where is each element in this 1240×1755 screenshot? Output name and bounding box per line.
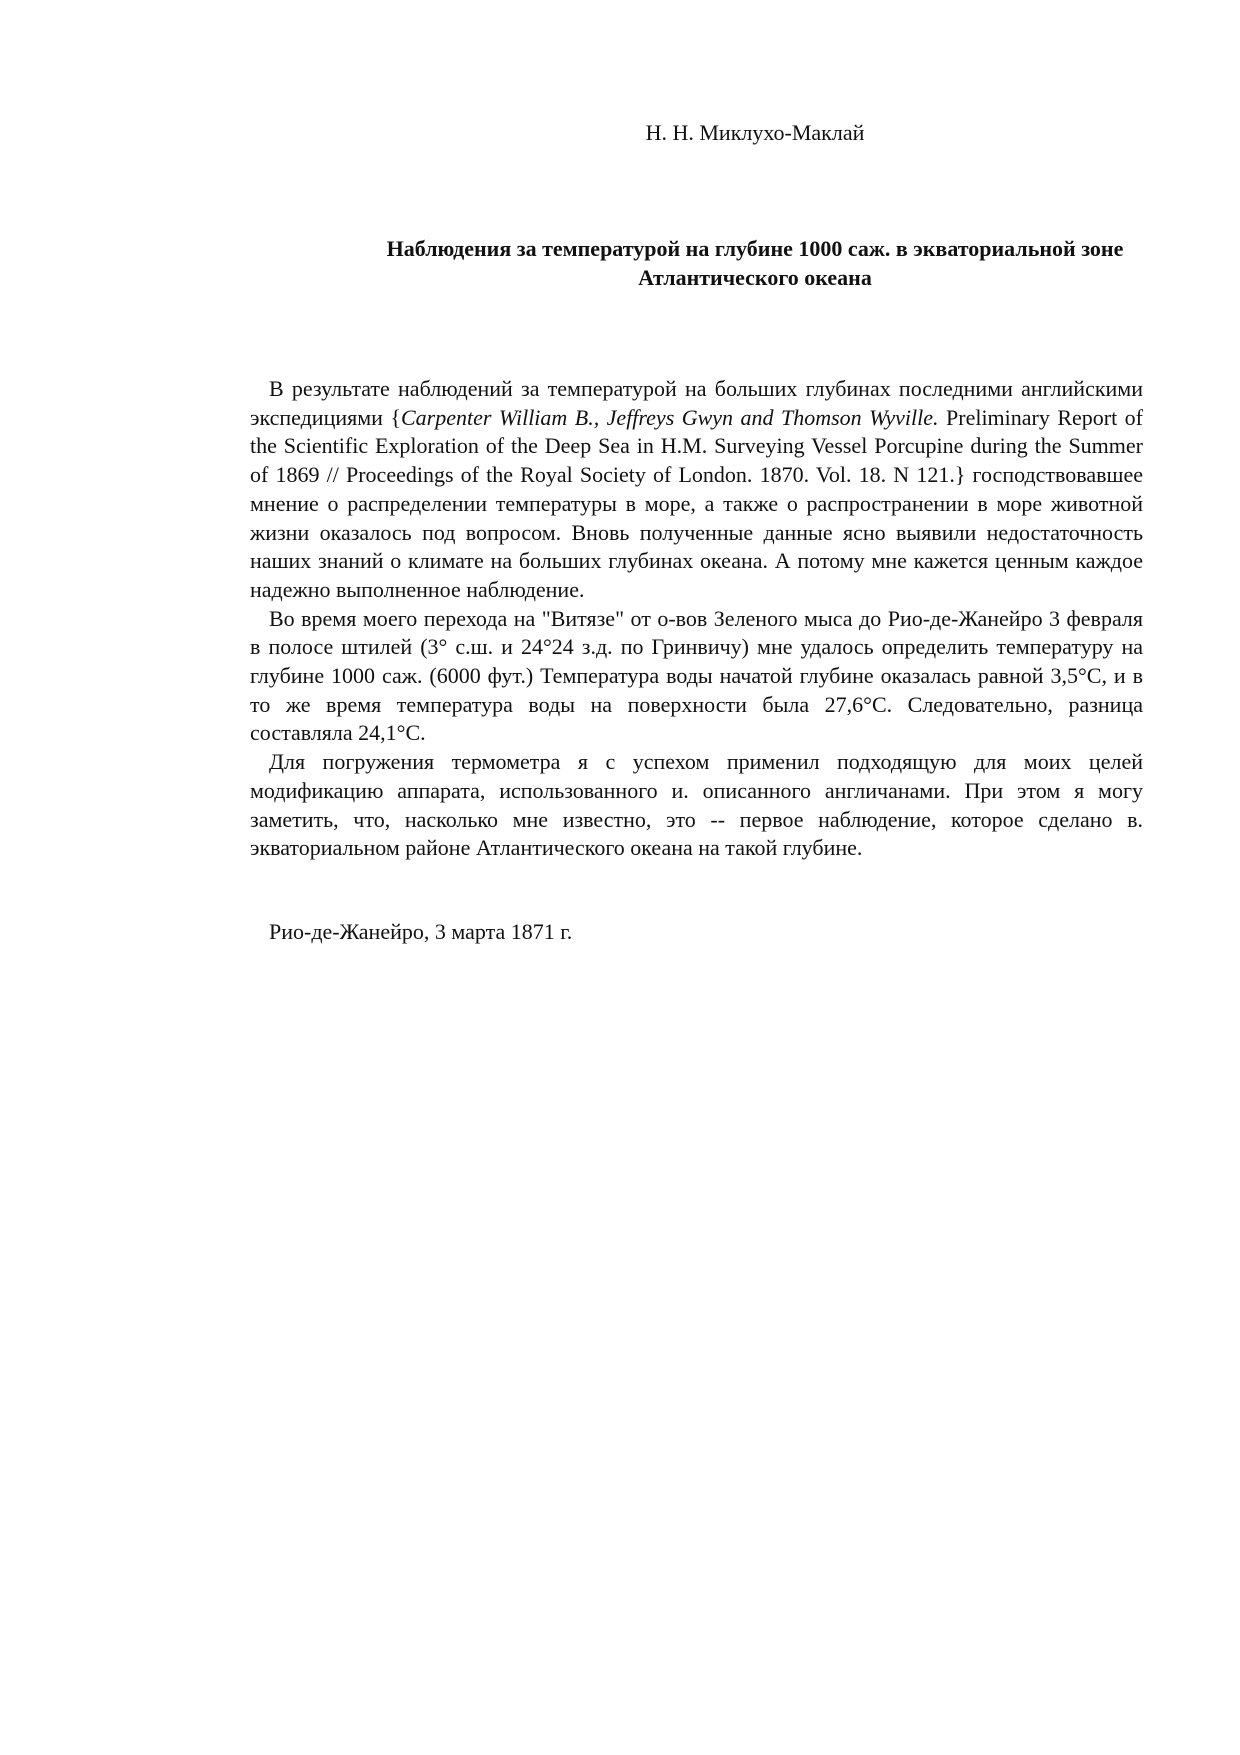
document-body — [250, 375, 1143, 863]
paragraph-1 — [250, 375, 1143, 605]
paragraph-2: Во время моего перехода на "Витязе" от о-вов Зеленого мыса до Рио-де-Жанейро 3 февраля в полосе штилей (3° с.ш. и 24°24 з.д. по Гринвичу) мне удалось определить температуру на глубине 1000 саж. (6000 фут.) Температура воды начатой глубине оказалась равной 3,5°С, и в то же время температура воды на поверхности была 27,6°С. Следовательно, разница составляла 24,1°С. — [250, 605, 1143, 746]
paragraph-1-text-start: В результате наблюдений за температурой на больших глубинах последними английскими экспедициями { — [250, 376, 1143, 430]
title-line-1: Наблюдения за температурой на глубине 1000 саж. в экваториальной зоне — [386, 236, 1124, 261]
paragraph-1-text-end: Preliminary Report of the Scientific Exploration of the Deep Sea in H.M. Surveying Vessel Porcupine during the Summer of 1869 // Proceedings of the Royal Society of London. 1870. Vol. 18. N 121.} господствовавшее мнение о распределении температуры в море, а также о распространении в море животной жизни оказалось под вопросом. Вновь полученные данные ясно выявили недостаточность наших знаний о климате на больших глубинах океана. А потому мне кажется ценным каждое надежно выполненное наблюдение. — [250, 404, 1143, 602]
citation-authors: Carpenter William B., Jeffreys Gwyn and Thomson Wyville. — [400, 404, 939, 430]
title-line-2: Атлантического океана — [638, 265, 872, 290]
author-name: Н. Н. Миклухо-Маклай — [645, 120, 865, 145]
paragraph-3: Для погружения термометра я с успехом применил подходящую для моих целей модификацию аппарата, использованного и. описанного англичанами. При этом я могу заметить, что, насколько мне известно, это -- первое наблюдение, которое сделано в. экваториальном районе Атлантического океана на такой глубине. — [250, 749, 1143, 861]
place-date-signoff: Рио-де-Жанейро, 3 марта 1871 г. — [269, 919, 573, 944]
document-title — [250, 234, 1240, 292]
